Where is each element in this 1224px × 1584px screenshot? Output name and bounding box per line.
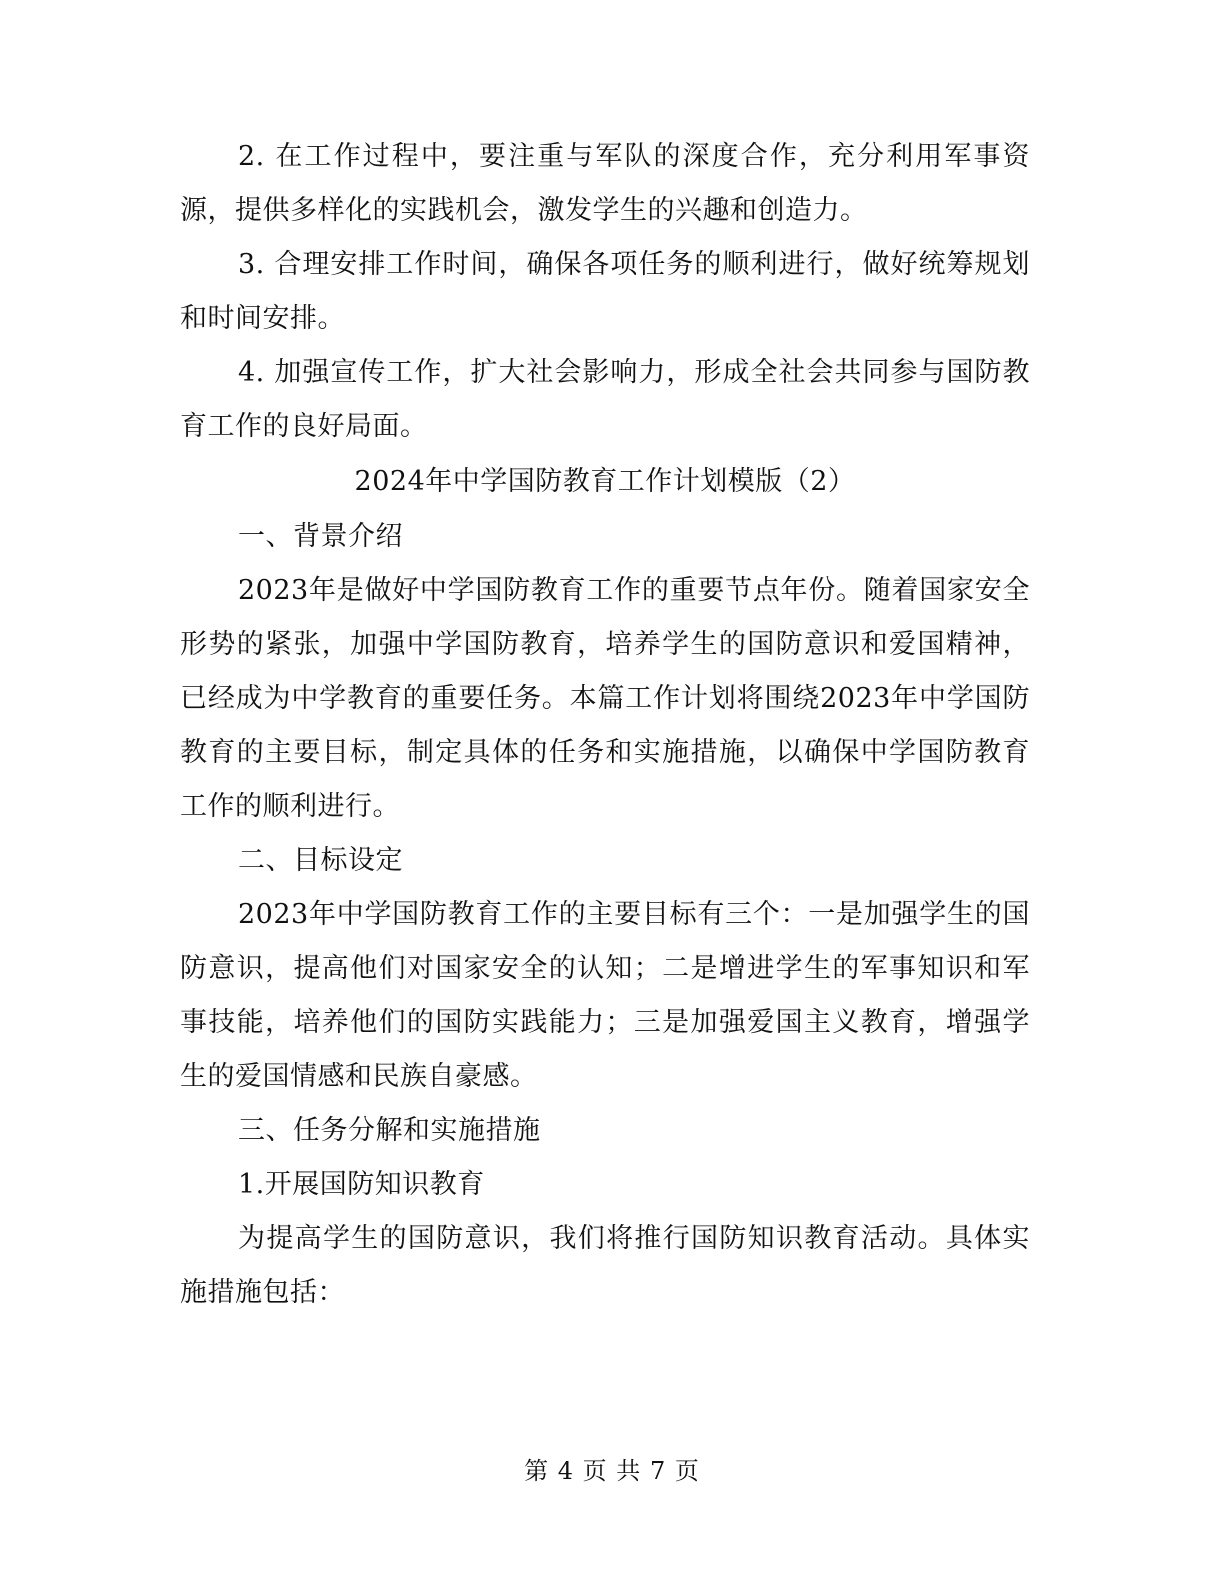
section-body-goals: 2023年中学国防教育工作的主要目标有三个：一是加强学生的国防意识，提高他们对国家安全的认知；二是增进学生的军事知识和军事技能，培养他们的国防实践能力；三是加强爱国主义教育，增强学生的爱国情感和民族自豪感。 [180, 899, 1030, 1092]
page-number-footer: 第 4 页 共 7 页 [524, 1457, 700, 1485]
section-body-background: 2023年是做好中学国防教育工作的重要节点年份。随着国家安全形势的紧张，加强中学国防教育，培养学生的国防意识和爱国精神，已经成为中学教育的重要任务。本篇工作计划将围绕2023年中学国防教育的主要目标，制定具体的任务和实施措施，以确保中学国防教育工作的顺利进行。 [180, 575, 1030, 822]
section-heading-goals: 二、目标设定 [238, 845, 403, 876]
paragraph-item-3: 3. 合理安排工作时间，确保各项任务的顺利进行，做好统筹规划和时间安排。 [180, 249, 1030, 334]
subsection-heading-knowledge: 1.开展国防知识教育 [238, 1169, 485, 1200]
document-body [180, 130, 1030, 1320]
paragraph-item-2: 2. 在工作过程中，要注重与军队的深度合作，充分利用军事资源，提供多样化的实践机会，激发学生的兴趣和创造力。 [180, 141, 1030, 226]
section-heading-background: 一、背景介绍 [238, 521, 403, 552]
document-title: 2024年中学国防教育工作计划模版（2） [354, 466, 856, 497]
section-heading-tasks: 三、任务分解和实施措施 [238, 1115, 541, 1146]
paragraph-item-4: 4. 加强宣传工作，扩大社会影响力，形成全社会共同参与国防教育工作的良好局面。 [180, 357, 1030, 442]
subsection-body-knowledge: 为提高学生的国防意识，我们将推行国防知识教育活动。具体实施措施包括： [180, 1223, 1030, 1308]
